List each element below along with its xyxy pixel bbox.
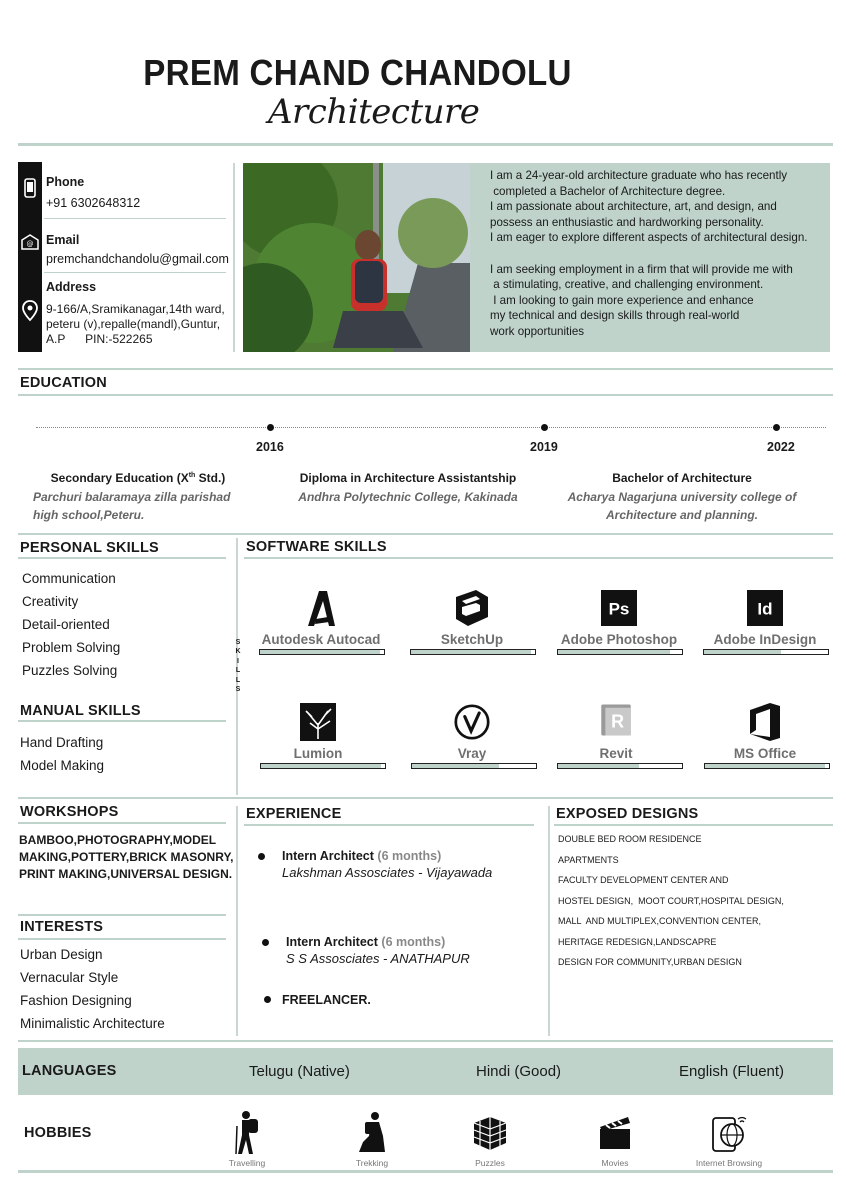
software-skill-indesign [702, 589, 828, 647]
education-institution: Acharya Nagarjuna university college of [567, 490, 797, 504]
personal-skills-title: PERSONAL SKILLS [20, 540, 159, 556]
design-item: HOSTEL DESIGN, MOOT COURT,HOSPITAL DESIGN, [558, 896, 784, 906]
experience-role: FREELANCER. [282, 993, 371, 1007]
interests-title: INTERESTS [20, 919, 104, 935]
software-skill-msoffice [702, 703, 828, 761]
experience-role-text: Intern Architect [282, 849, 374, 863]
software-skill-name: Adobe InDesign [713, 632, 817, 647]
software-skill-revit [553, 699, 679, 761]
about-summary [470, 163, 830, 352]
education-heading [20, 471, 256, 485]
education-title: EDUCATION [20, 375, 107, 391]
personal-skill-item: Puzzles Solving [22, 663, 118, 678]
about-line: I am looking to gain more experience and enhance [490, 293, 754, 307]
contact-divider [44, 272, 226, 273]
software-skill-name: Lumion [293, 746, 343, 761]
software-skill-vray [409, 703, 535, 761]
design-item: HERITAGE REDESIGN,LANDSCAPRE [558, 937, 717, 947]
section-divider [18, 533, 833, 535]
personal-skill-item: Detail-oriented [22, 617, 110, 632]
skill-level-bar [557, 649, 683, 655]
skill-level-bar [410, 649, 536, 655]
timeline-dot [773, 424, 780, 431]
msoffice-icon [747, 703, 783, 741]
timeline-year: 2019 [530, 440, 558, 454]
phone-label: Phone [46, 175, 85, 189]
footer-divider [18, 1170, 833, 1173]
software-skill-name: SketchUp [440, 632, 504, 647]
personal-skill-item: Communication [22, 571, 116, 586]
skills-letter: K [235, 648, 241, 656]
vray-icon [454, 703, 490, 741]
experience-company: Lakshman Assosciates - Vijayawada [282, 865, 493, 880]
section-divider [18, 1040, 833, 1042]
hobby-label: Internet Browsing [695, 1158, 763, 1168]
skill-level-fill [411, 650, 531, 654]
section-divider [18, 797, 833, 799]
email-address: premchandchandolu@gmail.com [46, 252, 229, 266]
hobby-label: Puzzles [475, 1158, 505, 1168]
skill-level-fill [558, 650, 670, 654]
experience-bullet [264, 996, 271, 1003]
timeline-dot [541, 424, 548, 431]
design-item: DESIGN FOR COMMUNITY,URBAN DESIGN [558, 957, 742, 967]
photoshop-icon [601, 589, 637, 627]
software-skill-name: Revit [599, 746, 633, 761]
manual-skill-item: Model Making [20, 758, 105, 773]
software-skill-name: MS Office [733, 746, 797, 761]
design-item: MALL AND MULTIPLEX,CONVENTION CENTER, [558, 916, 762, 926]
svg-text:Id: Id [757, 599, 773, 619]
column-divider [236, 806, 238, 1036]
personal-skill-item: Problem Solving [22, 640, 121, 655]
about-line: possess an enthusiastic and hardworking personality. [490, 215, 764, 229]
section-divider [18, 557, 226, 559]
phone-number: +91 6302648312 [46, 196, 141, 210]
hobby-label: Travelling [228, 1158, 266, 1168]
software-skill-name: Autodesk Autocad [261, 632, 381, 647]
address-line: peteru (v),repalle(mandl),Guntur, [46, 317, 221, 331]
software-skill-name: Adobe Photoshop [560, 632, 678, 647]
interest-item: Minimalistic Architecture [20, 1016, 165, 1031]
address-line: 9-166/A,Sramikanagar,14th ward, [46, 302, 225, 316]
skill-level-fill [558, 764, 639, 768]
skill-level-fill [705, 764, 825, 768]
about-line: completed a Bachelor of Architecture degree. [490, 184, 726, 198]
svg-text:Ps: Ps [608, 599, 630, 619]
hobby-label: Trekking [355, 1158, 389, 1168]
about-line: my technical and design skills through real-world [490, 309, 740, 323]
experience-bullet [258, 853, 265, 860]
revit-icon [598, 699, 634, 741]
skills-letter: I [237, 657, 239, 665]
hobby-movies [575, 1110, 655, 1168]
hobby-trekking [332, 1110, 412, 1168]
software-skill-sketchup [409, 589, 535, 647]
skill-level-fill [412, 764, 499, 768]
education-institution: high school,Peteru. [33, 508, 145, 522]
design-item: FACULTY DEVELOPMENT CENTER AND [558, 875, 729, 885]
skill-level-bar [557, 763, 683, 769]
timeline-dot [267, 424, 274, 431]
svg-text:@: @ [26, 240, 34, 248]
interest-item: Urban Design [20, 947, 103, 962]
phone-icon [18, 178, 42, 202]
software-skill-photoshop [556, 589, 682, 647]
hobby-puzzles [450, 1110, 530, 1168]
resume-name: PREM CHAND CHANDOLU [143, 52, 572, 93]
education-institution: Architecture and planning. [605, 508, 758, 522]
skills-letter: L [235, 667, 241, 675]
skill-level-bar [703, 649, 829, 655]
education-institution: Andhra Polytechnic College, Kakinada [298, 490, 518, 504]
language-item: Telugu (Native) [249, 1063, 350, 1080]
skill-level-fill [260, 650, 380, 654]
section-divider [18, 394, 833, 396]
hiker-icon [207, 1110, 287, 1156]
section-divider [244, 557, 833, 559]
experience-title: EXPERIENCE [246, 806, 342, 822]
email-label: Email [46, 233, 80, 247]
experience-role [282, 849, 441, 863]
rubiks-cube-icon [450, 1110, 530, 1156]
about-spacer [490, 246, 818, 262]
skill-level-bar [260, 763, 386, 769]
exposed-designs-title: EXPOSED DESIGNS [556, 806, 699, 822]
clapperboard-icon [575, 1110, 655, 1156]
workshop-line: BAMBOO,PHOTOGRAPHY,MODEL [19, 833, 217, 847]
education-heading-end: Std.) [195, 471, 226, 485]
section-divider [18, 368, 833, 370]
skills-letter: S [235, 686, 241, 694]
skill-level-bar [704, 763, 830, 769]
section-divider [18, 938, 226, 940]
design-item: APARTMENTS [558, 855, 619, 865]
skill-level-bar [259, 649, 385, 655]
skill-level-fill [261, 764, 381, 768]
language-item: Hindi (Good) [476, 1063, 562, 1080]
timeline-year: 2016 [256, 440, 284, 454]
languages-title: LANGUAGES [22, 1063, 117, 1079]
software-skills-title: SOFTWARE SKILLS [246, 539, 387, 555]
sketchup-icon [454, 589, 490, 627]
education-timeline [36, 427, 826, 428]
workshop-line: PRINT MAKING,UNIVERSAL DESIGN. [19, 867, 233, 881]
experience-role [286, 935, 445, 949]
experience-company: S S Assosciates - ANATHAPUR [286, 951, 470, 966]
timeline-year: 2022 [767, 440, 795, 454]
personal-skill-item: Creativity [22, 594, 79, 609]
resume-role: Architecture [268, 92, 480, 132]
software-skill-name: Vray [457, 746, 487, 761]
about-line: work opportunities [490, 324, 585, 338]
lumion-icon [300, 703, 336, 741]
contact-divider [44, 218, 226, 219]
experience-role-text: Intern Architect [286, 935, 378, 949]
interest-item: Fashion Designing [20, 993, 132, 1008]
section-divider [244, 824, 534, 826]
education-heading-sup: th [188, 472, 196, 479]
experience-duration: (6 months) [377, 849, 442, 863]
experience-bullet [262, 939, 269, 946]
svg-text:R: R [611, 711, 625, 732]
hobby-travelling [207, 1110, 287, 1168]
skills-letter: S [235, 639, 241, 646]
about-line: I am seeking employment in a firm that will provide me with [490, 262, 793, 276]
software-skill-autocad [258, 589, 384, 647]
contact-icon-bar [18, 162, 42, 352]
workshops-list [19, 832, 233, 883]
email-icon [18, 234, 42, 254]
hobbies-title: HOBBIES [24, 1125, 92, 1141]
about-line: I am passionate about architecture, art, and design, and [490, 200, 777, 214]
globe-phone-icon [689, 1110, 769, 1156]
skills-letter: L [235, 676, 241, 684]
skill-level-bar [411, 763, 537, 769]
software-skill-lumion [255, 703, 381, 761]
education-heading: Bachelor of Architecture [612, 471, 752, 485]
workshop-line: MAKING,POTTERY,BRICK MASONRY, [19, 850, 234, 864]
autocad-icon [303, 589, 339, 627]
about-line: I am a 24-year-old architecture graduate who has recently [490, 169, 788, 182]
experience-duration: (6 months) [381, 935, 446, 949]
about-line: a stimulating, creative, and challenging environment. [490, 278, 764, 292]
section-divider [18, 720, 226, 722]
workshops-title: WORKSHOPS [20, 804, 119, 820]
education-heading: Diploma in Architecture Assistantship [299, 471, 517, 485]
hobby-label: Movies [601, 1158, 629, 1168]
language-item: English (Fluent) [679, 1063, 785, 1080]
education-institution: Parchuri balaramaya zilla parishad [33, 490, 231, 504]
skill-level-fill [704, 650, 781, 654]
section-divider [18, 822, 226, 824]
hobby-internet-browsing [689, 1110, 769, 1168]
column-divider [548, 806, 550, 1036]
about-line: I am eager to explore different aspects of architectural design. [490, 231, 808, 245]
profile-photo [243, 163, 470, 352]
education-heading-text: Secondary Education (X [50, 471, 189, 485]
header-divider [18, 143, 833, 146]
manual-skill-item: Hand Drafting [20, 735, 104, 750]
manual-skills-title: MANUAL SKILLS [20, 703, 141, 719]
section-divider [18, 914, 226, 916]
location-pin-icon [18, 300, 42, 326]
trekker-icon [332, 1110, 412, 1156]
interest-item: Vernacular Style [20, 970, 119, 985]
indesign-icon [747, 589, 783, 627]
skills-vertical-label [234, 638, 242, 694]
section-divider [554, 824, 833, 826]
design-item: DOUBLE BED ROOM RESIDENCE [558, 834, 702, 844]
address-line: A.P PIN:-522265 [46, 332, 153, 346]
address-label: Address [46, 280, 97, 294]
contact-vertical-divider [233, 163, 235, 352]
